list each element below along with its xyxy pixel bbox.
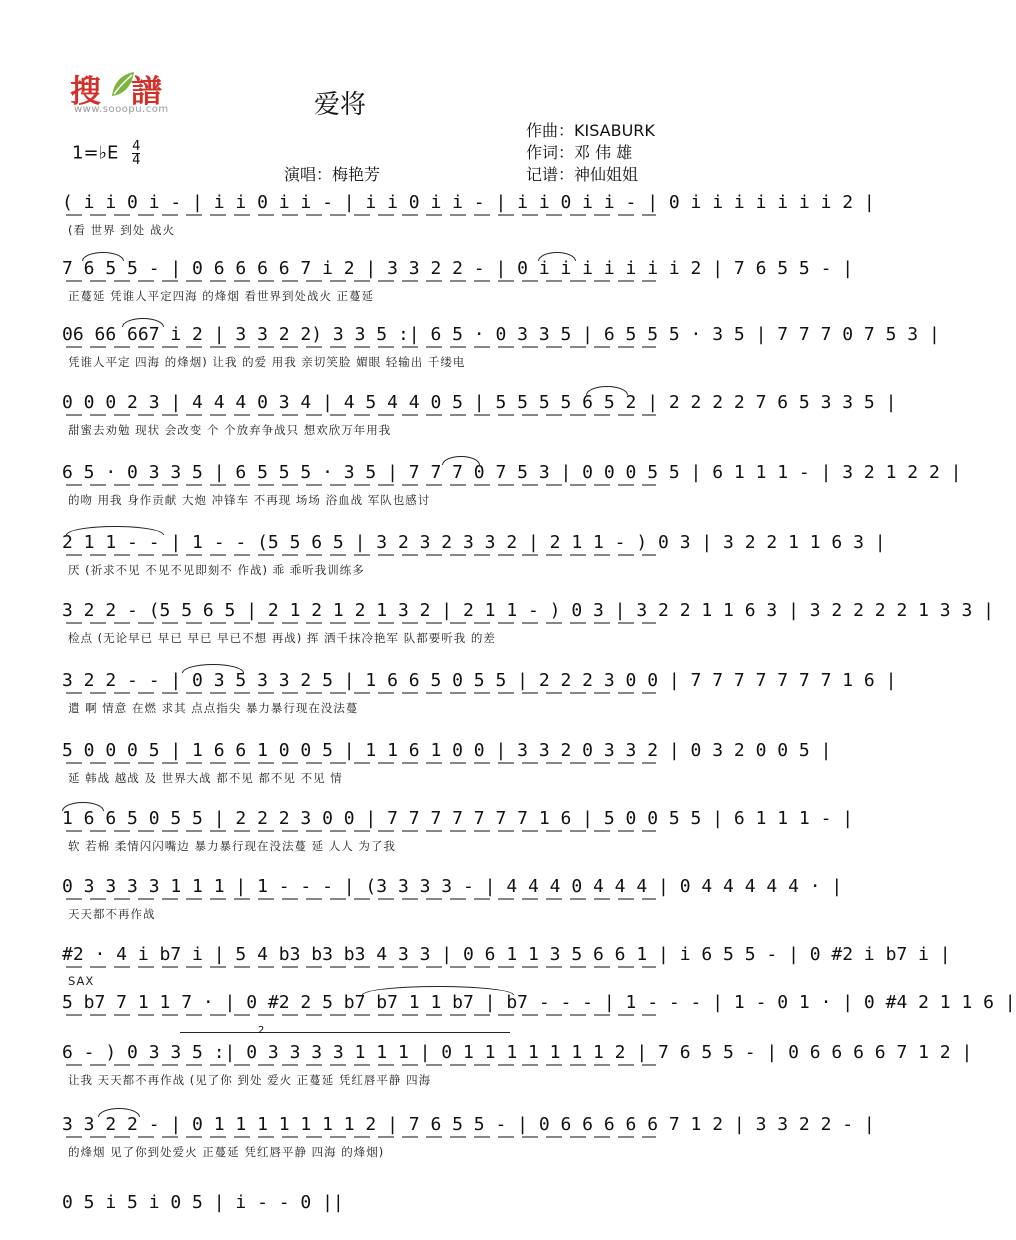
notes-4: 0 0 0 2 3 | 4 4 4 0 3 4 | 4 5 4 4 0 5 | 5 5 5 5 6 5 2 | 2 2 2 2 7 6 5 3 3 5 | xyxy=(62,392,897,413)
notes-1: ( i i 0 i - | i i 0 i i - | i i 0 i i - | i i 0 i i - | 0 i i i i i i i 2 | xyxy=(62,192,875,213)
notes-11: 0 3 3 3 3 1 1 1 | 1 - - - | (3 3 3 3 - | 4 4 4 0 4 4 4 | 0 4 4 4 4 4 · | xyxy=(62,876,843,897)
notes-14: 6 - ) 0 3 3 5 :| 0 3 3 3 3 1 1 1 | 0 1 1 1 1 1 1 1 2 | 7 6 5 5 - | 0 6 6 6 6 7 1 2 | xyxy=(62,1042,973,1063)
notes-16: 0 5 i 5 i 0 5 | i - - 0 || xyxy=(62,1192,344,1213)
underline-2 xyxy=(66,280,656,282)
logo-url: www.sooopu.com xyxy=(74,104,169,115)
lyricist-credit: 作词：邓 伟 雄 xyxy=(526,143,633,162)
lyrics-12: SAX xyxy=(68,974,95,988)
underline-14 xyxy=(66,1064,656,1066)
lyrics-10: 软 若棉 柔情闪闪嘴边 暴力暴行现在没法蔓 延 人人 为了我 xyxy=(68,839,396,853)
underline-5 xyxy=(66,484,656,486)
composer-credit: 作曲：KISABURK xyxy=(526,121,655,140)
notes-8: 3 2 2 - - | 0 3 5 3 3 2 5 | 1 6 6 5 0 5 5 | 2 2 2 3 0 0 | 7 7 7 7 7 7 7 1 6 | xyxy=(62,670,897,691)
lyrics-9: 延 韩战 越战 及 世界大战 都不见 都不见 不见 情 xyxy=(68,771,343,785)
lyrics-15: 的烽烟 见了你到处爱火 正蔓延 凭红唇平静 四海 的烽烟) xyxy=(68,1145,385,1159)
singer-credit: 演唱：梅艳芳 xyxy=(284,165,381,184)
lyrics-6: 厌 (祈求不见 不见不见即刻不 作战) 乖 乖听我训练多 xyxy=(68,563,365,577)
underline-15 xyxy=(66,1136,656,1138)
logo-char-pu: 譜 xyxy=(131,74,164,110)
notes-13: 5 b7 7 1 1 7 · | 0 #2 2 5 b7 b7 1 1 b7 | b7 - - - | 1 - - - | 1 - 0 1 · | 0 #4 2 1 1 6 | xyxy=(62,992,1016,1013)
lyrics-14: 让我 天天都不再作战 (见了你 到处 爱火 正蔓延 凭红唇平静 四海 xyxy=(68,1073,432,1087)
key-label: 1=♭E xyxy=(72,142,119,164)
volta-bracket xyxy=(180,1032,510,1033)
notes-5: 6 5 · 0 3 3 5 | 6 5 5 5 · 3 5 | 7 7 7 0 7 5 3 | 0 0 0 5 5 | 6 1 1 1 - | 3 2 1 2 2 | xyxy=(62,462,962,483)
underline-7 xyxy=(66,622,656,624)
notes-9: 5 0 0 0 5 | 1 6 6 1 0 0 5 | 1 1 6 1 0 0 | 3 3 2 0 3 3 2 | 0 3 2 0 0 5 | xyxy=(62,740,832,761)
underline-13 xyxy=(66,1014,656,1016)
key-signature xyxy=(72,140,140,167)
lyrics-4: 甜蜜去劝勉 现状 会改变 个 个放弃争战只 想欢欣万年用我 xyxy=(68,423,392,437)
underline-6 xyxy=(66,554,656,556)
lyrics-11: 天天都不再作战 xyxy=(68,907,156,921)
lyrics-3: 凭谁人平定 四海 的烽烟) 让我 的爱 用我 亲切笑脸 媚眼 轻输出 千缕电 xyxy=(68,355,466,369)
underline-4 xyxy=(66,414,656,416)
time-top: 4 xyxy=(132,139,141,154)
lyrics-8: 遣 啊 情意 在燃 求其 点点指尖 暴力暴行现在没法蔓 xyxy=(68,701,359,715)
underline-1 xyxy=(66,214,656,216)
notes-15: 3 3 2 2 - | 0 1 1 1 1 1 1 1 2 | 7 6 5 5 - | 0 6 6 6 6 6 7 1 2 | 3 3 2 2 - | xyxy=(62,1114,875,1135)
notes-10: 1 6 6 5 0 5 5 | 2 2 2 3 0 0 | 7 7 7 7 7 7 7 1 6 | 5 0 0 5 5 | 6 1 1 1 - | xyxy=(62,808,854,829)
time-signature xyxy=(132,140,140,167)
notes-12: #2 · 4 i b7 i | 5 4 b3 b3 b3 4 3 3 | 0 6 1 1 3 5 6 6 1 | i 6 5 5 - | 0 #2 i b7 i | xyxy=(62,944,951,965)
transcriber-credit: 记谱：神仙姐姐 xyxy=(526,165,639,184)
notes-3: 06 66 667 i 2 | 3 3 2 2) 3 3 5 :| 6 5 · 0 3 3 5 | 6 5 5 5 · 3 5 | 7 7 7 0 7 5 3 | xyxy=(62,324,940,345)
underline-10 xyxy=(66,830,656,832)
underline-9 xyxy=(66,762,656,764)
time-bottom: 4 xyxy=(132,153,141,168)
song-title: 爱将 xyxy=(313,90,366,120)
logo-char-sou: 搜 xyxy=(70,74,103,110)
underline-3 xyxy=(66,346,656,348)
lyrics-1: (看 世界 到处 战火 xyxy=(68,223,175,237)
notes-2: 7 6 5 5 - | 0 6 6 6 6 7 i 2 | 3 3 2 2 - | 0 i i i i i i i 2 | 7 6 5 5 - | xyxy=(62,258,854,279)
lyrics-7: 检点 (无论早已 早已 早已 早已不想 再战) 挥 洒千抹冷艳军 队都要听我 的差 xyxy=(68,631,496,645)
lyrics-2: 正蔓延 凭谁人平定四海 的烽烟 看世界到处战火 正蔓延 xyxy=(68,289,375,303)
underline-11 xyxy=(66,898,656,900)
underline-12 xyxy=(66,966,656,968)
notes-6: 2 1 1 - - | 1 - - (5 5 6 5 | 3 2 3 2 3 3 2 | 2 1 1 - ) 0 3 | 3 2 2 1 1 6 3 | xyxy=(62,532,886,553)
underline-8 xyxy=(66,692,656,694)
volta-number: 2 xyxy=(258,1025,265,1036)
lyrics-5: 的吻 用我 身作贡献 大炮 冲锋车 不再现 场场 浴血战 军队也感讨 xyxy=(68,493,431,507)
notes-7: 3 2 2 - (5 5 6 5 | 2 1 2 1 2 1 3 2 | 2 1 1 - ) 0 3 | 3 2 2 1 1 6 3 | 3 2 2 2 2 1 3 3 | xyxy=(62,600,994,621)
